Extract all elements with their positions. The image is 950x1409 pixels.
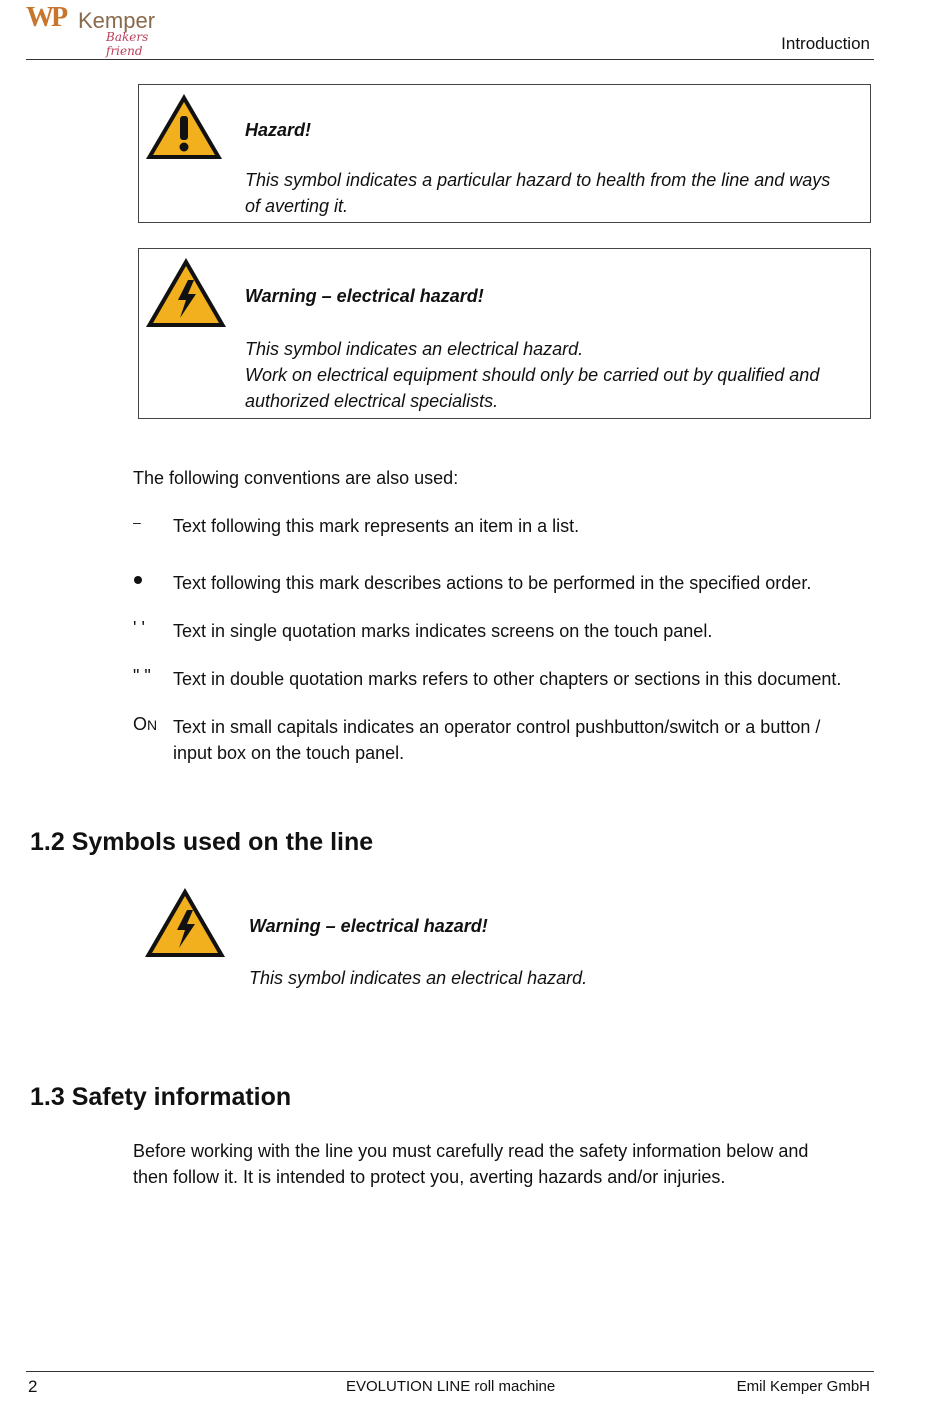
footer-company: Emil Kemper GmbH [736,1378,870,1395]
notice-body [245,336,819,414]
notice-body: This symbol indicates an electrical hazard. [249,968,588,988]
conventions-intro: The following conventions are also used: [133,468,459,488]
bullet-mark [134,576,142,584]
list-dash-mark: – [133,514,141,530]
notice-body-line: This symbol indicates an electrical hazard. [245,339,584,359]
single-quote-mark: ' ' [133,618,145,638]
convention-text [173,714,820,766]
electrical-hazard-notice [138,248,871,419]
header-section-title: Introduction [781,34,870,53]
convention-text-line: Text in small capitals indicates an operator control pushbutton/switch or a button / [173,717,821,737]
section-heading-safety: 1.3 Safety information [30,1083,292,1111]
header-divider [26,59,874,60]
notice-title: Hazard! [245,120,312,140]
convention-text: Text in single quotation marks indicates screens on the touch panel. [173,621,713,641]
convention-text-line: input box on the touch panel. [173,743,405,763]
convention-text: Text in double quotation marks refers to other chapters or sections in this document. [173,669,842,689]
hazard-notice [138,84,871,223]
electrical-hazard-icon [143,886,227,960]
company-logo [26,2,186,58]
safety-intro [133,1138,808,1190]
notice-body-line: authorized electrical specialists. [245,391,499,411]
convention-text: Text following this mark describes actions to be performed in the specified order. [173,573,812,593]
section-heading-symbols: 1.2 Symbols used on the line [30,828,374,856]
small-caps-mark-rest: N [147,717,158,733]
safety-intro-line: then follow it. It is intended to protect you, averting hazards and/or injuries. [133,1167,726,1187]
small-caps-mark-first: O [133,714,148,734]
line-electrical-hazard-notice [138,880,871,1000]
double-quote-mark: " " [133,666,151,686]
logo-tagline: Bakers friend [106,30,149,58]
notice-body-line: This symbol indicates a particular hazard to health from the line and ways [245,170,831,190]
electrical-hazard-icon [144,256,228,330]
notice-title: Warning – electrical hazard! [249,916,488,936]
logo-name: Kemper [78,8,156,33]
footer-document-title: EVOLUTION LINE roll machine [346,1378,556,1395]
footer-divider [26,1371,874,1372]
page-number: 2 [28,1377,38,1396]
general-hazard-icon [144,92,224,162]
convention-text: Text following this mark represents an item in a list. [173,516,580,536]
small-caps-mark [133,714,157,735]
safety-intro-line: Before working with the line you must carefully read the safety information below and [133,1141,809,1161]
notice-title: Warning – electrical hazard! [245,286,484,306]
logo-mark: WP [26,2,66,33]
notice-body [245,167,830,219]
notice-body-line: Work on electrical equipment should only be carried out by qualified and [245,365,820,385]
notice-body-line: of averting it. [245,196,349,216]
